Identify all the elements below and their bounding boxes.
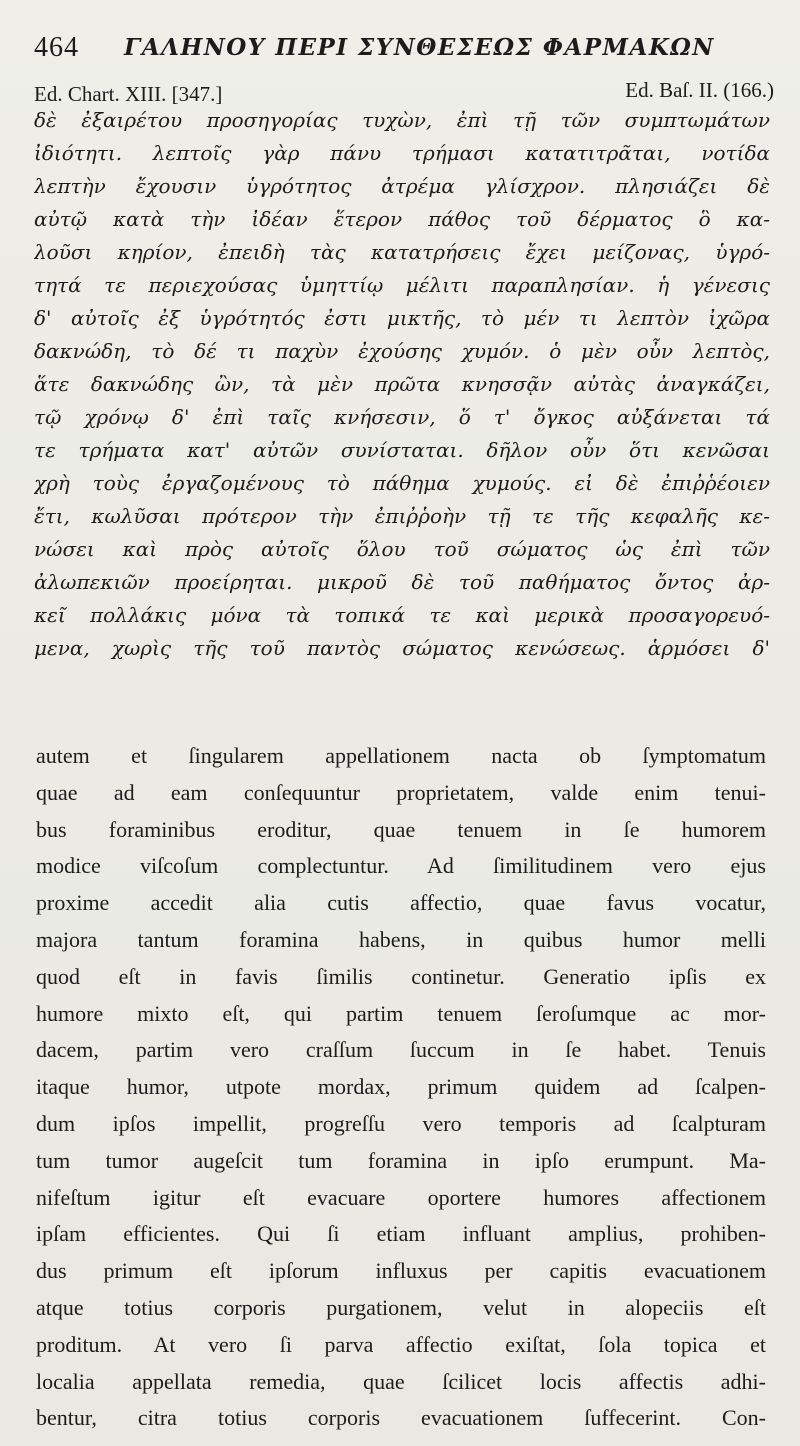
running-title: ΓΑΛΗΝΟΥ ΠΕΡΙ ΣΥΝΘΕΣΕΩΣ ΦΑΡΜΑΚΩΝ bbox=[124, 34, 715, 61]
greek-text-line: δὲ ἐξαιρέτου προσηγορίας τυχὼν, ἐπὶ τῇ τῶν συμπτωμάτων bbox=[34, 108, 770, 132]
greek-text-line: λοῦσι κηρίον, ἐπειδὴ τὰς κατατρήσεις ἔχει μείζονας, ὑγρό- bbox=[34, 240, 770, 264]
greek-text-line: αὐτῷ κατὰ τὴν ἰδέαν ἕτερον πάθος τοῦ δέρματος ὃ κα- bbox=[34, 207, 770, 231]
latin-text-line: quod eſt in favis ſimilis continetur. Generatio ipſis ex bbox=[36, 963, 766, 989]
greek-text-line: ἔτι, κωλῦσαι πρότερον τὴν ἐπιῤῥοὴν τῇ τε τῆς κεφαλῆς κε- bbox=[34, 504, 770, 528]
greek-text-line: τῷ χρόνῳ δ' ἐπὶ ταῖς κνήσεσιν, ὅ τ' ὄγκος αὐξάνεται τά bbox=[34, 405, 770, 429]
greek-text-block bbox=[34, 104, 770, 665]
greek-text-line: χρὴ τοὺς ἐργαζομένους τὸ πάθημα χυμούς. εἰ δὲ ἐπιῤῥέοιεν bbox=[34, 471, 770, 495]
latin-text-line: nifeſtum igitur eſt evacuare oportere humores affectionem bbox=[36, 1184, 766, 1210]
latin-text-line: bentur, citra totius corporis evacuationem ſuffecerint. Con- bbox=[36, 1405, 766, 1431]
greek-text-line: μενα, χωρὶς τῆς τοῦ παντὸς σώματος κενώσεως. ἁρμόσει δ' bbox=[34, 636, 770, 660]
greek-text-line: νώσει καὶ πρὸς αὐτοῖς ὅλου τοῦ σώματος ὡς ἐπὶ τῶν bbox=[34, 537, 770, 561]
latin-text-line: dacem, partim vero craſſum ſuccum in ſe habet. Tenuis bbox=[36, 1037, 766, 1063]
greek-text-line: λεπτὴν ἔχουσιν ὑγρότητος ἀτρέμα γλίσχρον. πλησιάζει δὲ bbox=[34, 174, 770, 198]
latin-text-line: ipſam efficientes. Qui ſi etiam influant amplius, prohiben- bbox=[36, 1221, 766, 1247]
greek-text-line: δ' αὐτοῖς ἐξ ὑγρότητός ἐστι μικτῆς, τὸ μέν τι λεπτὸν ἰχῶρα bbox=[34, 306, 770, 330]
page-header bbox=[34, 30, 774, 70]
latin-text-line: localia appellata remedia, quae ſcilicet locis affectis adhi- bbox=[36, 1368, 766, 1394]
page-number: 464 bbox=[34, 32, 79, 63]
greek-text-line: δακνώδη, τὸ δέ τι παχὺν ἐχούσης χυμόν. ὁ μὲν οὖν λεπτὸς, bbox=[34, 339, 770, 363]
latin-text-line: itaque humor, utpote mordax, primum quidem ad ſcalpen- bbox=[36, 1074, 766, 1100]
latin-text-line: humore mixto eſt, qui partim tenuem ſeroſumque ac mor- bbox=[36, 1000, 766, 1026]
edition-basel-reference: Ed. Baſ. II. (166.) bbox=[625, 78, 774, 102]
latin-text-line: autem et ſingularem appellationem nacta ob ſymptomatum bbox=[36, 743, 766, 768]
latin-text-line: atque totius corporis purgationem, velut in alopeciis eſt bbox=[36, 1294, 766, 1320]
latin-text-line: quae ad eam conſequuntur proprietatem, valde enim tenui- bbox=[36, 779, 766, 805]
greek-text-line: ἅτε δακνώδης ὢν, τὰ μὲν πρῶτα κνησσᾷν αὐτὰς ἀναγκάζει, bbox=[34, 372, 770, 396]
latin-text-line: dum ipſos impellit, progreſſu vero temporis ad ſcalpturam bbox=[36, 1110, 766, 1136]
latin-text-line: proditum. At vero ſi parva affectio exiſtat, ſola topica et bbox=[36, 1331, 766, 1357]
latin-text-line: modice viſcoſum complectuntur. Ad ſimilitudinem vero ejus bbox=[36, 853, 766, 879]
greek-text-line: κεῖ πολλάκις μόνα τὰ τοπικά τε καὶ μερικὰ προσαγορευό- bbox=[34, 603, 770, 627]
latin-text-line: majora tantum foramina habens, in quibus humor melli bbox=[36, 926, 766, 952]
greek-text-line: ἀλωπεκιῶν προείρηται. μικροῦ δὲ τοῦ παθήματος ὄντος ἀρ- bbox=[34, 570, 770, 594]
latin-text-line: proxime accedit alia cutis affectio, quae favus vocatur, bbox=[36, 890, 766, 916]
latin-text-line: dus primum eſt ipſorum influxus per capitis evacuationem bbox=[36, 1258, 766, 1284]
latin-text-block bbox=[36, 738, 766, 1437]
latin-text-line: bus foraminibus eroditur, quae tenuem in ſe humorem bbox=[36, 816, 766, 842]
latin-text-line: tum tumor augeſcit tum foramina in ipſo erumpunt. Ma- bbox=[36, 1147, 766, 1173]
greek-text-line: τε τρήματα κατ' αὐτῶν συνίσταται. δῆλον οὖν ὅτι κενῶσαι bbox=[34, 438, 770, 462]
edition-chart-reference: Ed. Chart. XIII. [347.] bbox=[34, 82, 223, 106]
greek-text-line: ἰδιότητι. λεπτοῖς γὰρ πάνυ τρήμασι κατατιτρᾶται, νοτίδα bbox=[34, 141, 770, 165]
greek-text-line: τητά τε περιεχούσας ὑμηττίῳ μέλιτι παραπλησίαν. ἡ γένεσις bbox=[34, 273, 770, 297]
